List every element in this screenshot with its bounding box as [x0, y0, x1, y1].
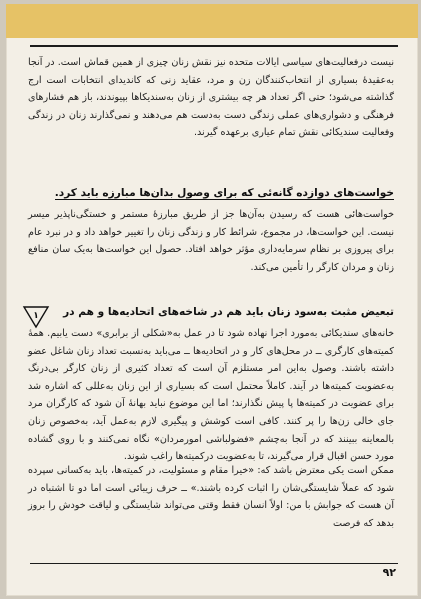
paragraph-demands: خواست‌هائی هست که رسیدن به‌آن‌ها جز از طریق مبارزهٔ مستمر و خستگی‌ناپذیر میسر نیست. این خواست‌ها، در مجموع، شرائط کار و زندگی زنان را تغییر خواهد داد و در نبرد عام برای پیروزی بر نظام سرمایه‌داری مؤثر خواهد افتاد. حصول این خواست‌ها به‌یک سان منافع زنان و مردان کارگر را تأمین می‌کند.	[28, 209, 394, 273]
point-number: ۱	[33, 311, 39, 321]
paragraph-point-one: خانه‌های سندیکائی به‌مورد اجرا نهاده شود تا در عمل به«شکلی از برابری» دست یابیم. همهٔ کمیته‌های کارگری ــ در محل‌های کار و در اتحادیه‌ها ــ می‌باید به‌نسبت تعداد زنان شاغل عضو داشته باشند. وصول به‌این امر مستلزم آن است که تعداد کثیری از زنان کارگر بی‌درنگ به‌عضویت کمیته‌ها در آیند. کاملاً محتمل است که بسیاری از این زنان به‌عللی که اشاره شد برای عضویت در کمیته‌ها پا پیش نگذارند؛ اما این موضوع نباید بهانهٔ آن شود که کارگران مرد جای خالی زن‌ها را پر کنند. کافی است کوشش و پیگیری لازم به‌عمل آید، به‌خصوص زنان بالمعاینه ببینند که در آنجا به‌چشم «فضولباشی امورمردان» نگاه نمی‌کنند و با روی گشاده مورد حسن اقبال قرار می‌گیرند، تا به‌عضویت درکمیته‌ها راغب شوند.	[28, 328, 394, 463]
section-heading-text: خواست‌های دوازده گانه‌ئی که برای وصول بدان‌ها مبارزه باید کرد.	[54, 187, 394, 199]
page-number: ۹۲	[382, 566, 396, 579]
header-rule	[30, 45, 398, 47]
paragraph-closing: ممکن است یکی معترض باشد که: «خیرا مقام و مسئولیت، در کمیته‌ها، باید به‌کسانی سپرده شود که عملاً شایستگی‌شان را اثبات کرده باشند.» ــ حرف زیبائی است اما دو تا اشتباه در آن هست که جوابش با من: اولاً انسان فقط وقتی می‌تواند شایستگی و لیاقت خودش را بروز بدهد که فرصت	[28, 465, 394, 529]
point-one-lead: تبعیض مثبت به‌سود زنان باید هم در شاخه‌های اتحادیه‌ها و هم در	[63, 306, 394, 318]
section-heading	[28, 187, 394, 199]
paragraph-intro: نیست درفعالیت‌های سیاسی ایالات متحده نیز نقش زنان چیزی از همین قماش است. در آنجا به‌عقیدهٔ بسیاری از انتخاب‌کنندگان زن و مرد، عقاید زنی که کاندیدای انتخابات است ارج گذاشته می‌شود؛ حتی اگر تعداد هر چه بیشتری از زنان به‌سندیکاها بپیوندند، باز هم فشارهای فرهنگی و دشواری‌های عملی زندگی دست به‌دست هم می‌دهند و نمی‌گذارند زنان در زندگی وفعالیت سندیکائی نقش تمام عیاری برعهده گیرند.	[28, 57, 394, 139]
page-top-strip	[6, 4, 418, 38]
footer-rule	[30, 563, 398, 564]
